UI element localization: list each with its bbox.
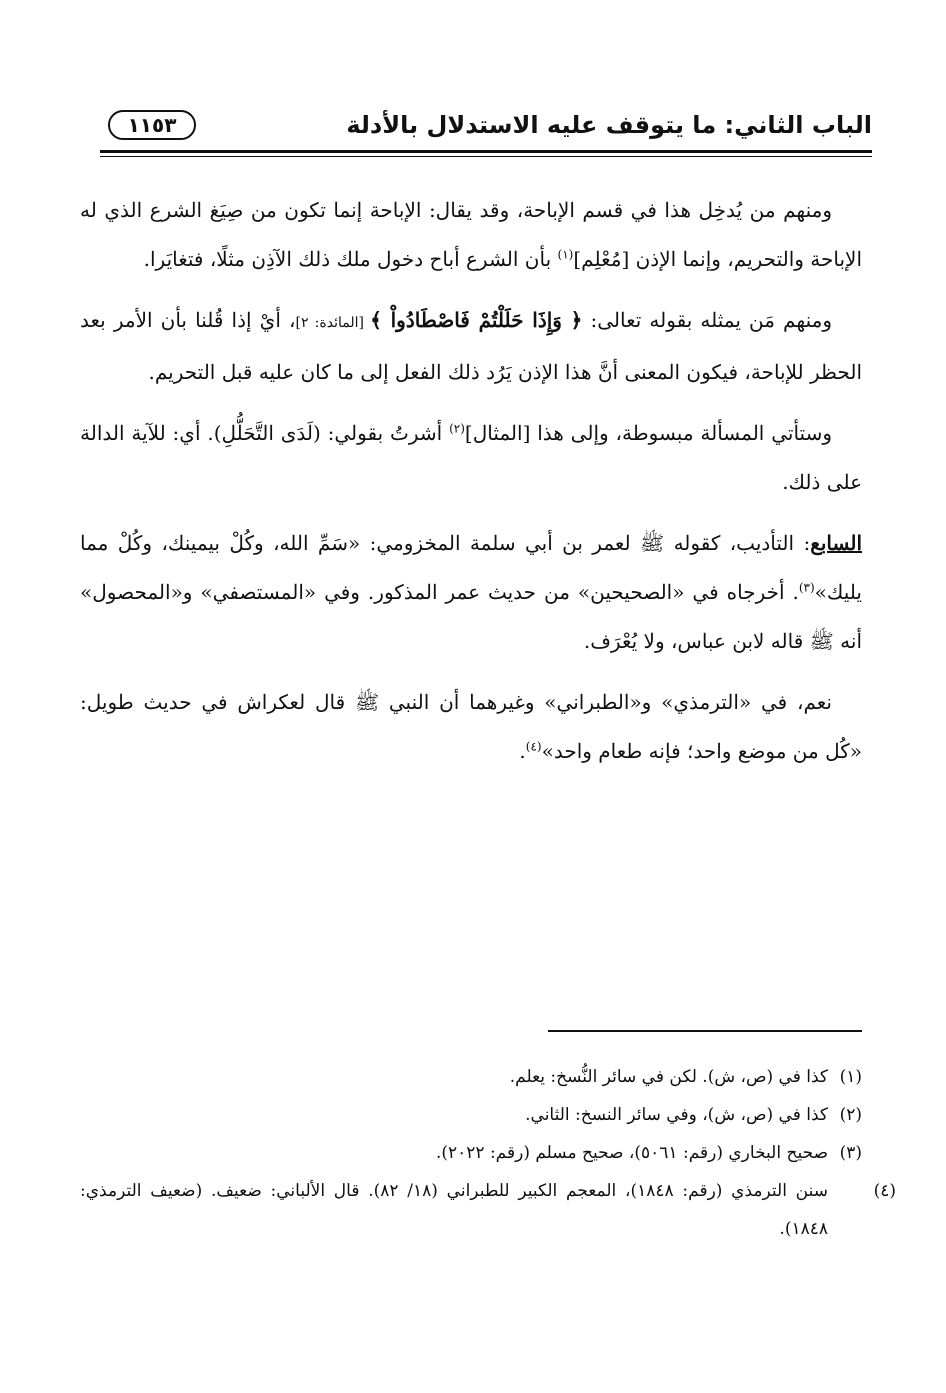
paragraph-text: : التأديب، كقوله ﷺ لعمر بن أبي سلمة المخزومي: «سَمِّ الله، وكُلْ بيمينك، وكُلْ مما يليك» [80, 531, 862, 604]
chapter-title: الباب الثاني: ما يتوقف عليه الاستدلال بالأدلة [346, 111, 872, 139]
footnote-number: (٤) [873, 1181, 897, 1201]
footnote-text: سنن الترمذي (رقم: ١٨٤٨)، المعجم الكبير للطبراني (١٨/ ٨٢). قال الألباني: ضعيف. (ضعيف الترمذي: ١٨٤٨). [80, 1181, 829, 1239]
paragraph-5 [80, 678, 862, 776]
paragraph-4 [80, 519, 862, 666]
footnote-marker-1[interactable]: (١) [557, 247, 574, 262]
section-term: السابع [810, 531, 862, 555]
footnote-number: (٢) [839, 1105, 862, 1125]
footnote-4 [80, 1172, 897, 1248]
header-rule-thin [100, 156, 872, 157]
footnote-marker-3[interactable]: (٣) [798, 580, 815, 595]
paragraph-text: نعم، في «الترمذي» و«الطبراني» وغيرهما أن النبي ﷺ قال لعكراش في حديث طويل: «كُل من موضع واحد؛ فإنه طعام واحد» [80, 690, 862, 763]
footnote-number: (٣) [839, 1143, 862, 1163]
page-number: ١١٥٣ [108, 110, 196, 140]
footnote-1 [80, 1058, 862, 1096]
paragraph-3 [80, 409, 862, 507]
verse-reference: [المائدة: ٢] [295, 315, 371, 331]
paragraph-2 [80, 296, 862, 397]
footnote-separator [548, 1030, 862, 1032]
header-rule-thick [100, 150, 872, 153]
paragraph-1 [80, 186, 862, 284]
footnotes [80, 1058, 897, 1248]
paragraph-text: ، أيْ إذا قُلنا بأن الأمر بعد الحظر للإباحة، فيكون المعنى أنَّ هذا الإذن يَرُد ذلك الفعل إلى ما كان عليه قبل التحريم. [80, 308, 862, 384]
main-text [80, 186, 862, 788]
footnote-text: صحيح البخاري (رقم: ٥٠٦١)، صحيح مسلم (رقم: ٢٠٢٢). [435, 1143, 828, 1163]
running-header [100, 108, 872, 146]
paragraph-text: ومنهم من يُدخِل هذا في قسم الإباحة، وقد يقال: الإباحة إنما تكون من صِيَغ الشرع الذي له الإباحة والتحريم، وإنما الإذن [مُعْلِم] [80, 198, 862, 271]
footnote-3 [80, 1134, 862, 1172]
paragraph-text: بأن الشرع أباح دخول ملك ذلك الآذِن مثلًا، فتغايَرا. [143, 247, 558, 271]
paragraph-text: أشرتُ بقولي: (لَدَى التَّحَلُّلِ). أي: للآية الدالة على ذلك. [80, 421, 862, 494]
footnote-2 [80, 1096, 862, 1134]
paragraph-text: ومنهم مَن يمثله بقوله تعالى: [582, 308, 832, 332]
paragraph-text: . [519, 739, 526, 763]
paragraph-text: . أخرجاه في «الصحيحين» من حديث عمر المذكور. وفي «المستصفي» و«المحصول» أنه ﷺ قاله لابن عباس، ولا يُعْرَف. [80, 580, 862, 653]
quran-verse: ﴿ وَإِذَا حَلَلْتُمْ فَاصْطَادُواْ ﴾ [370, 308, 583, 332]
footnote-number: (١) [839, 1067, 862, 1087]
footnote-marker-2[interactable]: (٢) [449, 421, 465, 436]
footnote-text: كذا في (ص، ش)، وفي سائر النسخ: الثاني. [525, 1105, 828, 1125]
paragraph-text: وستأتي المسألة مبسوطة، وإلى هذا [المثال] [464, 421, 832, 445]
footnote-marker-4[interactable]: (٤) [525, 739, 542, 754]
footnote-text: كذا في (ص، ش). لكن في سائر النُّسخ: يعلم. [509, 1067, 828, 1087]
